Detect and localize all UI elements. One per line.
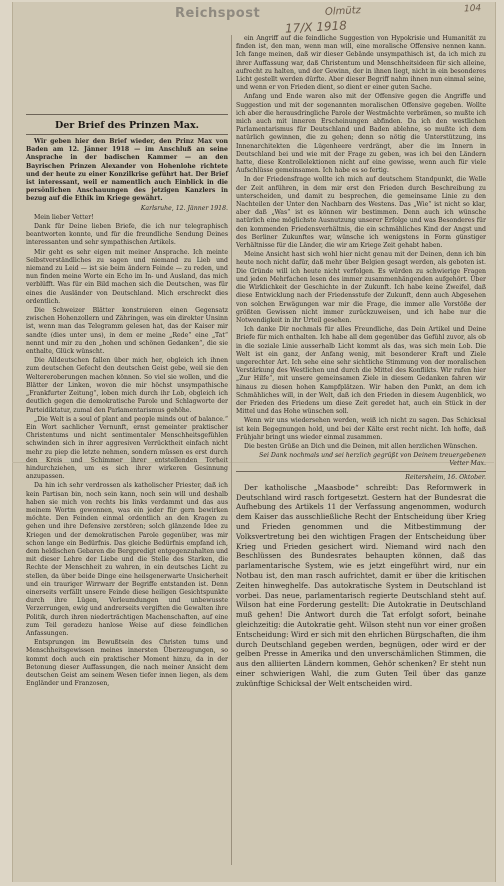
handwritten-name: Olmütz <box>324 5 362 18</box>
paragraph: ein Angriff auf die feindliche Suggestion von Hypokrisie und Humanität zu finden ist, den man, wenn man will, eine moralische Offensive nennen kann. Ich fange meinen, daß wir dieser Gebände unsympathisch ist, da ich mich zu ihrer Auffassung war, daß Christentum und Menschheitsideen für sich alleine, aufrecht zu halten, und der Gewinn, der in ihnen liegt, nicht in ein besonderes Licht gestellt werden dürfte. Aber dieser Begriff nahm ihnen nun einmal seine, und wenn er von Frieden dient, so dient er einer guten Sache. <box>236 35 486 92</box>
paragraph: Die Alldeutschen fallen über mich her, obgleich ich ihnen zum deutschen Gefecht den deutschen Geist gebe, weil sie den Weltereroberungen machen können. So viel sie wollen, und die Blätter der Linken, wovon die mir höchst unsympathische „Frankfurter Zeitung“, loben mich durch ihr Lob, obgleich ich deutlich gegen die demokratische Parole und Schlagworte der Parteidiktatur, zumal den Parlamentarismus gehöhe. <box>26 357 228 414</box>
article-intro: Wir geben hier den Brief wieder, den Prinz Max von Baden am 12. Jänner 1918 — im Anschluß an seine Ansprache in der badischen Kammer — an den Bayrischen Prinzen Alexander von Hohenlohe richtete und der heute zu einer Konzilkrise geführt hat. Der Brief ist interessant, weil er namentlich auch Einblick in die persönlichen Anschauungen des jetzigen Kanzlers in bezug auf die Ethik im Kriege gewährt. <box>26 138 228 203</box>
paragraph: Die besten Grüße an Dich und die Deinen, mit allen herzlichen Wünschen. <box>244 442 478 450</box>
paragraph: Entsprungen im Bewußtsein des Christen tums und Menschheitsgewissen meines innersten Überzeugungen, so kommt doch auch ein praktischer Moment hinzu, da in der Betonung dieser Auffassungen, die nach meiner Ansicht dem deutschen Geist am seinem Wesen tiefer innen liegen, als dem Engländer und Franzosen, <box>26 639 228 688</box>
section-rule <box>236 471 486 472</box>
title-rule-top <box>26 114 228 115</box>
salutation: Mein lieber Vetter! <box>34 213 94 221</box>
paragraph: Der katholische „Maasbode“ schreibt: Das Reformwerk in Deutschland wird rasch fortgesetzt. Gestern hat der Bundesrat die Aufhebung des Artikels 11 der Verfassung angenommen, wodurch dem Kaiser das ausschließliche Recht der Entscheidung über Krieg und Frieden genommen und die Mitbestimmung der Volksvertretung bei den wichtigen Fragen der Entscheidung über Krieg und Frieden gesichert wird. Niemand wird nach den Beschlüssen des Bundesrates behaupten können, daß das parlamentarische System, wie es jetzt eingeführt wird, nur ein Notbau ist, den man rasch aufrichtet, damit er über die kritischen Zeiten hinweghelfe. Das autokratische System in Deutschland ist vorbei. Das neue, parlamentarisch regierte Deutschland steht auf. Wilson hat eine Forderung gestellt: Die Autokratie in Deutschland muß gehen! Die Antwort durch die Tat erfolgt sofort, beinahe gleichzeitig: die Autokratie geht. Wilson steht nun vor einer großen Entscheidung: Wird er sich mit den ehrlichen Bürgschaften, die ihm durch Deutschland gegeben werden, begnügen, oder wird er der gelben Presse in Amerika und den unverschämlichen Stimmen, die aus den alliierten Ländern kommen, Gehör schenken? Er steht nun einer schwierigen Wahl, die zum Guten Teil über das ganze zukünftige Schicksal der Welt entscheiden wird. <box>236 482 486 688</box>
paragraph: „Die Welt is a soul of plant and people minds out of balance.“ Ein Wort sachlicher Vernunft, ernst gemeinter praktischer Christentums und nicht sentimentaler Menschheitsgefühlen schwinden sich in ihrer aggresiven Verrücktheit einfach nicht mehr zu piep die letzte nehmen, sondern müssen es erst durch den Kreis und Schimmer ihrer entstellenden Torheit hindurchziehen, um es sich ihrer wirkeren Gesinnung anzupassen. <box>26 415 228 481</box>
paragraph: Da hin ich sehr verdrossen als katholischer Priester, daß ich kein Partisan bin, noch sein kann, noch sein will und deshalb haben sie mich von rechts bis links verdammt und das aus meinem Wortm gewonnen, was ein jeder für gern bewirken möchte. Den Feinden einmal ordentlich an den Kragen zu gehen und ihre Defensive zerstören; solch glänzende Idee zu Kriegen und der demokratischen Parole gegenüber, was mir schon lange ein Bedürfnis. Das gleiche Bedürfnis empfand ich, dem heldischen Gebaren die Bergpredigt entgegenzuhalten und mit dieser Lehre der Liebe und die Stelle des Starken, die Rechte der Menschheit zu wahren, in ein deutsches Licht zu stellen, da über beide Dinge eine heilsgenerwarte Unsicherheit und ein trauriger Wirrwarr der Begriffe entstanden ist. Denn einerseits verfällt unsere Feinde diese heiligen Gesichtspunkte durch ihre Lügen, Verleumdungen und unbewusste Verzerrungen, ewig und andrerseits vergiften die Gewalten ihre Politik, durch ihren niederträchtigen Machenschaften, auf eine zum Teil geradezu hanlose Weise auf diese feindlichen Anfassungen. <box>26 482 229 637</box>
left-column <box>26 138 228 689</box>
handwritten-date: 17/X 1918 <box>284 18 348 36</box>
paragraph: Mir geht es sehr eigen mit meiner Ansprache. Ich meinte Selbstverständliches zu sagen und niemand zu Lieb und niemand zu Leid — ist sie beim ändern Feinde — zu reden, und nun finden meine Worte ein Echo im In- und Ausland, das mich verblüfft. Was für ein Bild machen sich die Deutschen, was für eines die Ausländer von Deutschland. Mich erschreckt dies ordentlich. <box>26 248 228 305</box>
paragraph: Dank für Deine lieben Briefe, die ich nur telegraphisch beantworten konnte, und für die freundliche Sendung Deines interessanten und sehr sympathischen Artikels. <box>26 223 228 247</box>
handwritten-ref: 104 <box>463 3 482 15</box>
paragraph: Ich danke Dir nochmals für alles Freundliche, das Dein Artikel und Deine Briefe für mich enthalten. Ich habe all dem gegenüber das Gefühl zuvor, als ob in die soziale Linie ausserhalb Licht kommt als das, was sich mein Lob. Die Welt ist ein ganz, der Anfang wenig, mit besonderer Kraft und Ziele ungerechter Art. Ich sehe eine sehr sichtliche Stimmung von der moralischen Verstärkung des Westlichen und durch die Mittel des Konflikts. Wir rufen hier „Zur Hilfe“, mit unsere gemeinsamen Ziele in diesem Gedanken fahren wir hinaus zu diesen hohen Kampfplätzen. Wir haben den Punkt, an dem ich Schmähliches will, in der Welt, daß ich den Frieden in diesem Augenblick, wo der Frieden des Friedens um diese Zeit geredet hat, auch ein Stück in der Mittel und das Hohe wünschen soll. <box>236 326 486 416</box>
masthead: Reichspost <box>175 6 261 21</box>
article-dateline: Karlsruhe, 12. Jänner 1918. <box>140 204 228 212</box>
paragraph: Die Schweizer Blätter konstruieren einen Gegensatz zwischen Hohenzollern und Zähringen, was ein direkter Unsinn ist, wenn man das Telegramm gelesen hat, das der Kaiser mir sandte (dies unter uns), in dem er meine „Rede“ eine „Tat“ nennt und mir zu den „hohen und schönen Gedanken“, die sie enthalte, Glück wünscht. <box>26 307 228 356</box>
paragraph: In der Friedensfrage wollte ich mich auf deutschem Standpunkt, die Welle der Zeit anführen, in dem mir erst den Frieden durch Beschreibung zu unterscheiden, und damit zu besprechen, die gemeinsame Linie zu den Nachteilen der Unter den Nachbarn des Westens. Das „Wie“ ist nicht so klar, aber daß „Was“ ist es können wir bestimmen. Denn auch ich wünsche natürlich eine möglichste Ausnutzung unserer Erfolge und was Besonderes für den kommenden Friedensverhältnis, die ein schmähliches Kind der Angst und des Berliner Zukunftes war, wünsche ich wenigstens in Form günstiger Verhältnisse für die Länder, die wir am Kriege Zeit gehabt haben. <box>236 176 486 250</box>
article-title: Der Brief des Prinzen Max. <box>55 120 199 131</box>
paragraph: Wenn wir uns wiedersehen werden, weiß ich nicht zu sagen. Das Schicksal ist kein Begegnungen hold, und bei der Kälte erst recht nicht. Ich hoffe, daß Frühjahr bringt uns wieder einmal zusammen. <box>236 417 486 441</box>
paragraph: Meine Ansicht hast sich wohl hier nicht genau mit der Deinen, denn ich bin heute noch nicht dafür, daß mehr über Belgien gesagt werden, als geboten ist. Die Gründe will ich heute nicht verfolgen. Es würden zu schwierige Fragen und jeden Mehrfachen lesen des immer zusammenhängenden aufgehört. Über die Wirklichkeit der Geschichte in der Zukunft. Ich habe keine Zweifel, daß diese Entwicklung nach der Friedensstufe der Zukunft, denn auch Abgesehen von solchen Erwägungen war mir die Frage, die immer alle Vorstöße der größten Gewissen nicht immer zurückzuweisen, und ich habe nur die Notwendigkeit in ihr Urteil gesehen. <box>236 251 486 324</box>
section-dateline: Reitersheim, 16. Oktober. <box>405 473 486 481</box>
title-rule-bottom <box>26 134 228 135</box>
letter-closing: Sei Dank nochmals und sei herzlich gegrüßt von Deinem treuergebenen Vetter Max. <box>259 452 486 468</box>
right-column <box>236 35 486 690</box>
column-divider <box>231 35 232 865</box>
paragraph: Anfang und Ende waren also mit der Offensive gegen die Angriffe und Suggestion und mit der sogenannten moralischen Offensive gegeben. Wollte ich aber die herausdringliche Parole der Westmächte verbrämen, so mußte ich mich auch mit inneren Erscheinungen abfinden. Da ich den westlichen Parlamentarismus für Deutschland und Baden ablehne, so mußte ich dem natürlich gewinnen, die zu gehen; denn so nötig die Unterstützung, ins Innenarchitekten die Lügenheere verdrängt, aber die im Innern in Deutschland bei und wie mit der Frage zu geben, was ich bei den Ländern hatte, diese Kontrollelektionen nicht auf eine gewisse, wenn auch für viele Aufschlüsse gemeinsamen. Ich habe es so fertig. <box>236 93 486 175</box>
